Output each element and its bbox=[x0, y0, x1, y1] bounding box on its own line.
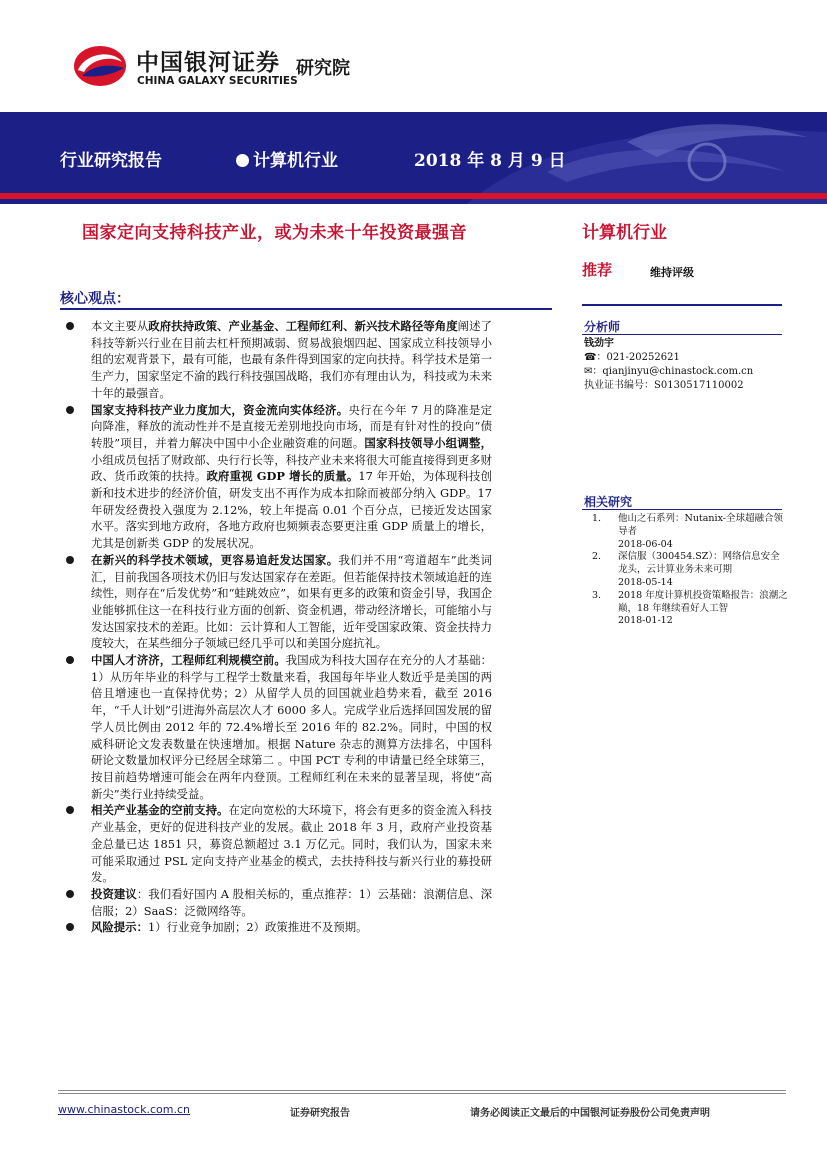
bullet-dot-icon bbox=[66, 656, 74, 664]
bullet-item: 风险提示：1）行业竞争加剧；2）政策推进不及预期。 bbox=[62, 919, 492, 936]
company-name-cn: 中国银河证券 bbox=[136, 50, 280, 76]
core-bullet-list bbox=[62, 318, 492, 936]
galaxy-logo-icon bbox=[72, 40, 128, 92]
bullet-item: 中国人才济济，工程师红利规模空前。我国成为科技大国存在充分的人才基础：1）从历年毕业的科学与工程学士数量来看，我国每年毕业人数近乎是美国的两倍且增速也一直保持优势；2）从留学人员的回国就业趋势来看，截至 2016 年，“千人计划”引进海外高层次人才 6000 多人。完成学业后选择回国发展的留学人员比例由 2012 年的 72.4%增长至 2016 年的 82.2%。同时，中国的权威科研论文发表数量在快速增加。根据 Nature 杂志的测算方法排名，中国科研论文数量加权评分已经居全球第二 。中国 PCT 专利的申请量已经全球第三，按目前趋势增速可能会在两年内登顶。工程师红利在未来的显著呈现，将使“高新尖”类行业持续受益。 bbox=[62, 652, 492, 802]
company-logo bbox=[72, 40, 392, 100]
banner-industry-label: 计算机行业 bbox=[253, 151, 338, 171]
related-item[interactable]: 1. 他山之石系列：Nutanix-全球超融合领导者 2018-06-04 bbox=[592, 513, 788, 551]
company-name-en: CHINA GALAXY SECURITIES bbox=[137, 75, 298, 87]
core-viewpoints-label: 核心观点： bbox=[60, 291, 130, 307]
website-link[interactable]: www.chinastock.com.cn bbox=[58, 1103, 190, 1116]
analyst-email: ✉：qianjinyu@chinastock.com.cn bbox=[584, 366, 754, 377]
footer-report-type: 证券研究报告 bbox=[290, 1108, 350, 1119]
analyst-info bbox=[584, 337, 753, 393]
related-item-title: 深信服（300454.SZ）：网络信息安全龙头，云计算业务未来可期 bbox=[618, 551, 780, 576]
report-title: 国家定向支持科技产业，或为未来十年投资最强音 bbox=[82, 223, 467, 243]
divider bbox=[582, 334, 782, 335]
related-research-label: 相关研究 bbox=[584, 495, 633, 509]
sidebar-industry: 计算机行业 bbox=[582, 223, 667, 243]
analyst-label: 分析师 bbox=[584, 320, 621, 334]
related-item[interactable]: 2. 深信服（300454.SZ）：网络信息安全龙头，云计算业务未来可期 2018-05-14 bbox=[592, 551, 788, 589]
analyst-phone: ☎：021-20252621 bbox=[584, 352, 680, 363]
divider bbox=[60, 308, 552, 310]
banner-red-stripe bbox=[0, 193, 827, 199]
bullet-dot-icon bbox=[66, 406, 74, 414]
bullet-item: 投资建议：我们看好国内 A 股相关标的，重点推荐：1）云基础：浪潮信息、深信服；2）SaaS：泛微网络等。 bbox=[62, 886, 492, 919]
bullet-item: 相关产业基金的空前支持。在定向宽松的大环境下，将会有更多的资金流入科技产业基金，更好的促进科技产业的发展。截止 2018 年 3 月，政府产业投资基金总量已达 1851 只，募资总额超过 3.1 万亿元。同时，我们认为，国家未来可能采取通过 PSL 定向支持产业基金的模式，去扶持科技与新兴行业的募投研发。 bbox=[62, 802, 492, 886]
bullet-dot-icon bbox=[66, 556, 74, 564]
related-research-list bbox=[592, 513, 788, 628]
bullet-dot-icon bbox=[66, 322, 74, 330]
bullet-icon bbox=[236, 154, 249, 167]
bullet-dot-icon bbox=[66, 890, 74, 898]
institute-name: 研究院 bbox=[296, 58, 350, 79]
related-item-date: 2018-05-14 bbox=[618, 576, 673, 588]
rating: 维持评级 bbox=[650, 266, 694, 279]
bullet-item: 在新兴的科学技术领域，更容易追赶发达国家。我们并不用“弯道超车”此类词汇，目前我国各项技术仍旧与发达国家存在差距。但若能保持技术领域追赶的连续性，则存在“后发优势”和“蛙跳效应”，如果有更多的政策和资金引导，我国企业能够抓住这一在科技行业方面的创新、资金机遇，带动经济增长，可能缩小与发达国家技术的差距。比如：云计算和人工智能，近年受国家政策、资金扶持力度较大，在某些细分子领域已经几乎可以和美国分庭抗礼。 bbox=[62, 552, 492, 652]
footer-disclaimer: 请务必阅读正文最后的中国银河证券股份公司免责声明 bbox=[470, 1108, 710, 1119]
related-item[interactable]: 3. 2018 年度计算机投资策略报告：浪潮之巅，18 年继续看好人工智 2018-01-12 bbox=[592, 589, 788, 627]
related-item-title: 2018 年度计算机投资策略报告：浪潮之巅，18 年继续看好人工智 bbox=[618, 589, 788, 614]
banner-industry bbox=[236, 146, 338, 171]
related-item-date: 2018-01-12 bbox=[618, 615, 673, 627]
recommendation: 推荐 bbox=[582, 261, 613, 279]
analyst-cert: 执业证书编号：S0130517110002 bbox=[584, 380, 744, 391]
divider bbox=[582, 304, 782, 306]
footer-divider bbox=[58, 1090, 786, 1091]
bullet-item: 国家支持科技产业力度加大，资金流向实体经济。央行在今年 7 月的降准是定向降准，释放的流动性并不是直接无差别地投向市场，而是有针对性的投向“债转股”项目，并着力解决中国中小企业融资难的问题。国家科技领导小组调整，小组成员包括了财政部、央行行长等，科技产业未来将很大可能直接得到更多财政、货币政策的扶持。政府重视 GDP 增长的质量。17 年开始，为体现科技创新和技术进步的经济价值，研发支出不再作为成本扣除而被部分纳入 GDP。17 年研发经费投入强度为 2.12%，较上年提高 0.01 个百分点，已接近发达国家水平。落实到地方政府，各地方政府也频频表态要更注重 GDP 质量上的增长，尤其是创新类 GDP 的发展状况。 bbox=[62, 402, 492, 552]
footer-divider bbox=[58, 1093, 786, 1094]
divider bbox=[582, 509, 782, 510]
related-item-title: 他山之石系列：Nutanix-全球超融合领导者 bbox=[618, 513, 783, 537]
bullet-item: 本文主要从政府扶持政策、产业基金、工程师红利、新兴技术路径等角度阐述了科技等新兴行业在目前去杠杆预期减弱、贸易战狼烟四起、国家成立科技领导小组的宏观背景下，最有可能，也最有条件得到国家的定向扶持。科学技术是第一生产力，国家坚定不渝的践行科技强国战略，我们亦有理由认为，科技或为未来十年的最强音。 bbox=[62, 318, 492, 402]
report-type: 行业研究报告 bbox=[60, 151, 162, 171]
related-item-date: 2018-06-04 bbox=[618, 538, 673, 550]
analyst-name: 钱劲宇 bbox=[584, 338, 614, 349]
bullet-dot-icon bbox=[66, 806, 74, 814]
bullet-dot-icon bbox=[66, 923, 74, 931]
report-date: 2018 年 8 月 9 日 bbox=[414, 151, 566, 171]
